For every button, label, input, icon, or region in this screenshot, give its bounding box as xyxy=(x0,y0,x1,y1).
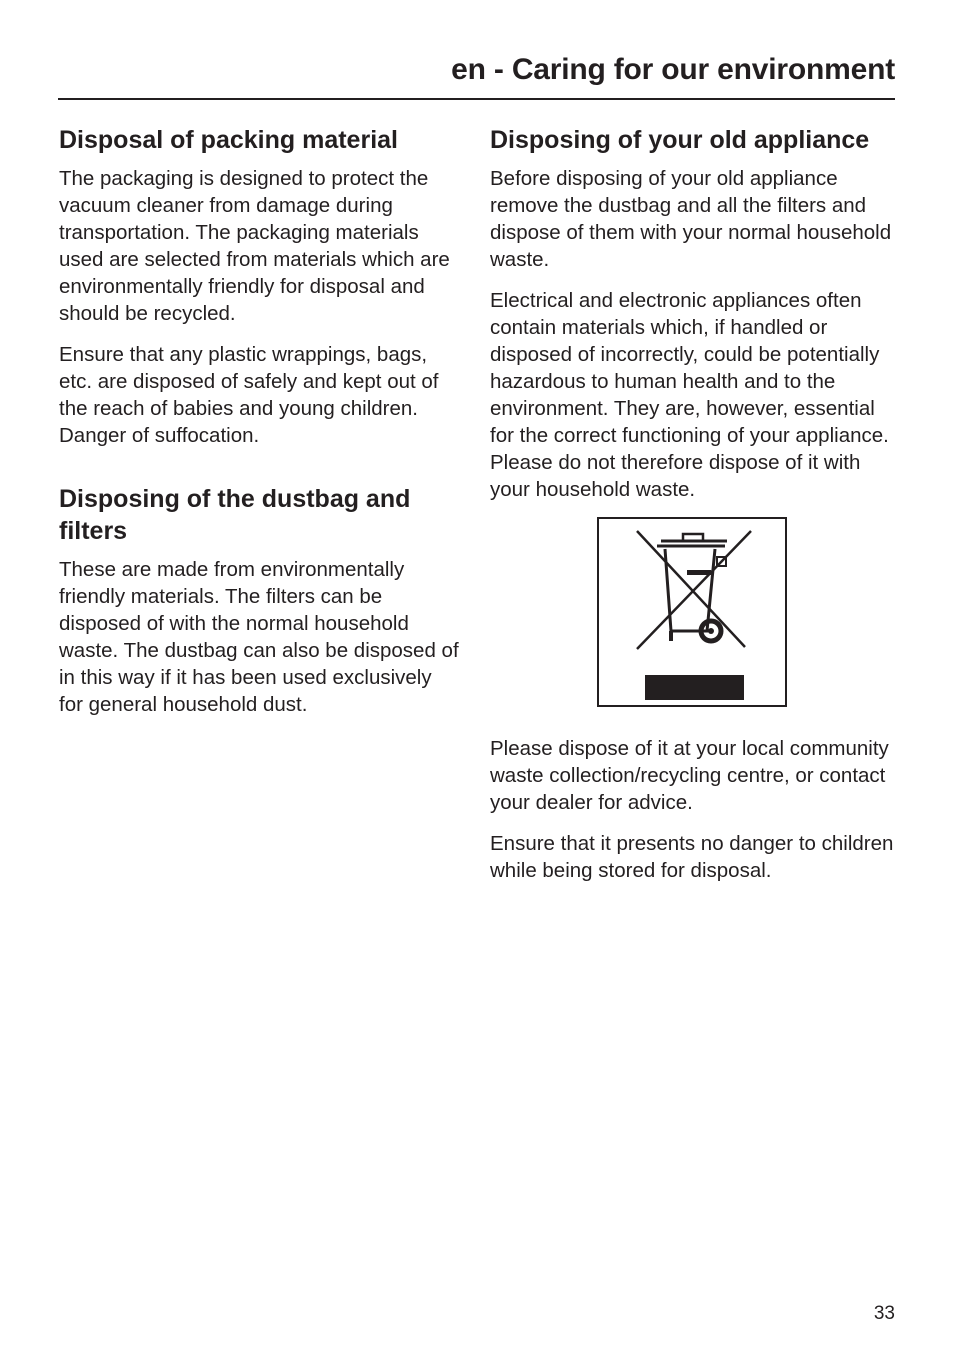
section-heading: Disposing of your old appliance xyxy=(490,126,870,154)
header-divider xyxy=(58,98,895,100)
section-dustbag-filters xyxy=(59,483,459,718)
paragraph: The packaging is designed to protect the vacuum cleaner from damage during transportation. The packaging materials used are selected from materials which are environmentally friendly for disposal and should be recycled. xyxy=(59,167,450,325)
paragraph: Before disposing of your old appliance remove the dustbag and all the filters and dispose of them with your normal household waste. xyxy=(490,167,892,271)
paragraph: Ensure that any plastic wrappings, bags, etc. are disposed of safely and kept out of the reach of babies and young children. Danger of suffocation. xyxy=(59,343,439,447)
section-heading: Disposal of packing material xyxy=(59,126,398,154)
paragraph: These are made from environmentally friendly materials. The filters can be disposed of with the normal household waste. The dustbag can also be disposed of in this way if it has been used exclusively for general household dust. xyxy=(59,558,459,716)
crossed-out-wheelie-bin-icon xyxy=(597,517,787,707)
right-column xyxy=(490,124,895,898)
section-heading: Disposing of the dustbag and filters xyxy=(59,485,411,545)
page-title: en - Caring for our environment xyxy=(451,53,895,86)
paragraph: Please dispose of it at your local community waste collection/recycling centre, or contact your dealer for advice. xyxy=(490,737,889,814)
paragraph: Electrical and electronic appliances often contain materials which, if handled or disposed of incorrectly, could be potentially hazardous to human health and to the environment. They are, however, essential for the correct functioning of your appliance. Please do not therefore dispose of it with your household waste. xyxy=(490,289,889,501)
paragraph: Ensure that it presents no danger to children while being stored for disposal. xyxy=(490,832,894,882)
page-number: 33 xyxy=(873,1303,895,1324)
section-packing-material xyxy=(59,124,459,449)
left-column xyxy=(59,124,459,752)
